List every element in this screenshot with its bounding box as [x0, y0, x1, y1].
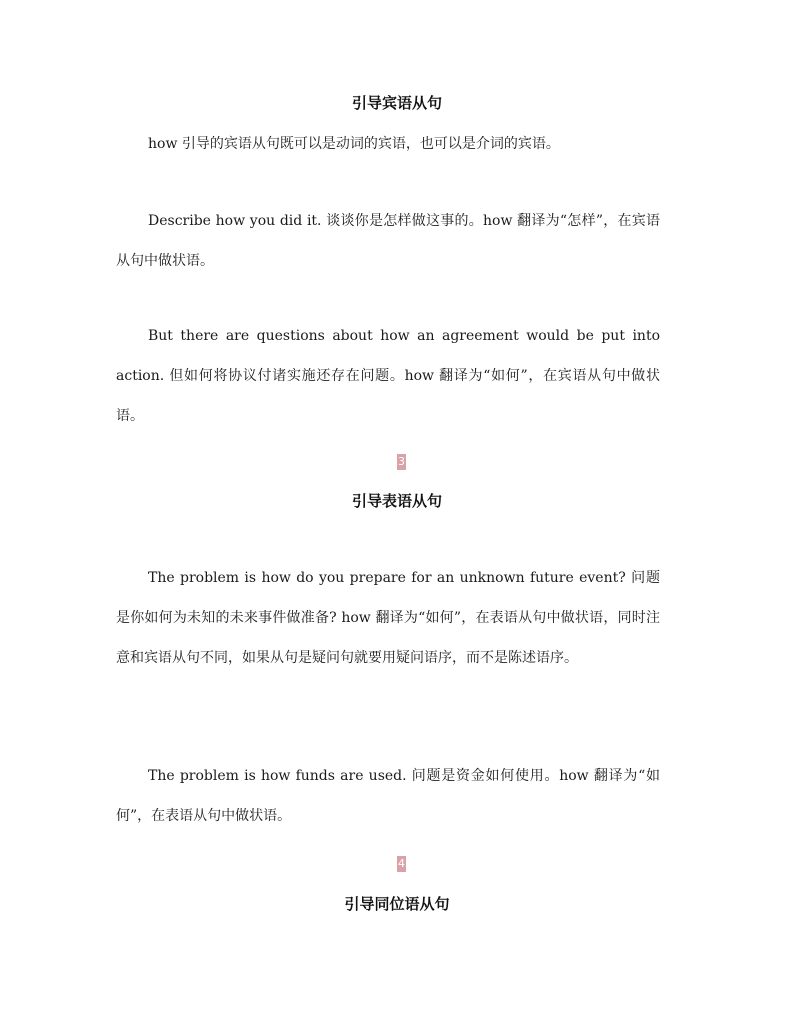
- section-number-badge: 4: [398, 857, 405, 870]
- paragraph-example-describe: Describe how you did it. 谈谈你是怎样做这事的。how 翻译为“怎样”，在宾语从句中做状语。: [116, 213, 660, 269]
- section-heading-appositive-clause: 引导同位语从句: [344, 895, 450, 913]
- paragraph-intro: how 引导的宾语从句既可以是动词的宾语，也可以是介词的宾语。: [148, 136, 560, 152]
- paragraph-example-funds: The problem is how funds are used. 问题是资金如何使用。how 翻译为“如何”，在表语从句中做状语。: [116, 768, 660, 824]
- section-heading-predicative-clause: 引导表语从句: [351, 492, 442, 510]
- section-heading-object-clause: 引导宾语从句: [351, 94, 442, 112]
- paragraph-example-prepare: The problem is how do you prepare for an unknown future event? 问题是你如何为未知的未来事件做准备? how 翻译为“如何”，在表语从句中做状语，同时注意和宾语从句不同，如果从句是疑问句就要用疑问语序，而不是陈述语序。: [116, 570, 660, 666]
- paragraph-example-agreement: But there are questions about how an agreement would be put into action. 但如何将协议付诸实施还存在问题。how 翻译为“如何”，在宾语从句中做状语。: [116, 328, 660, 424]
- section-number-badge: 3: [398, 455, 405, 468]
